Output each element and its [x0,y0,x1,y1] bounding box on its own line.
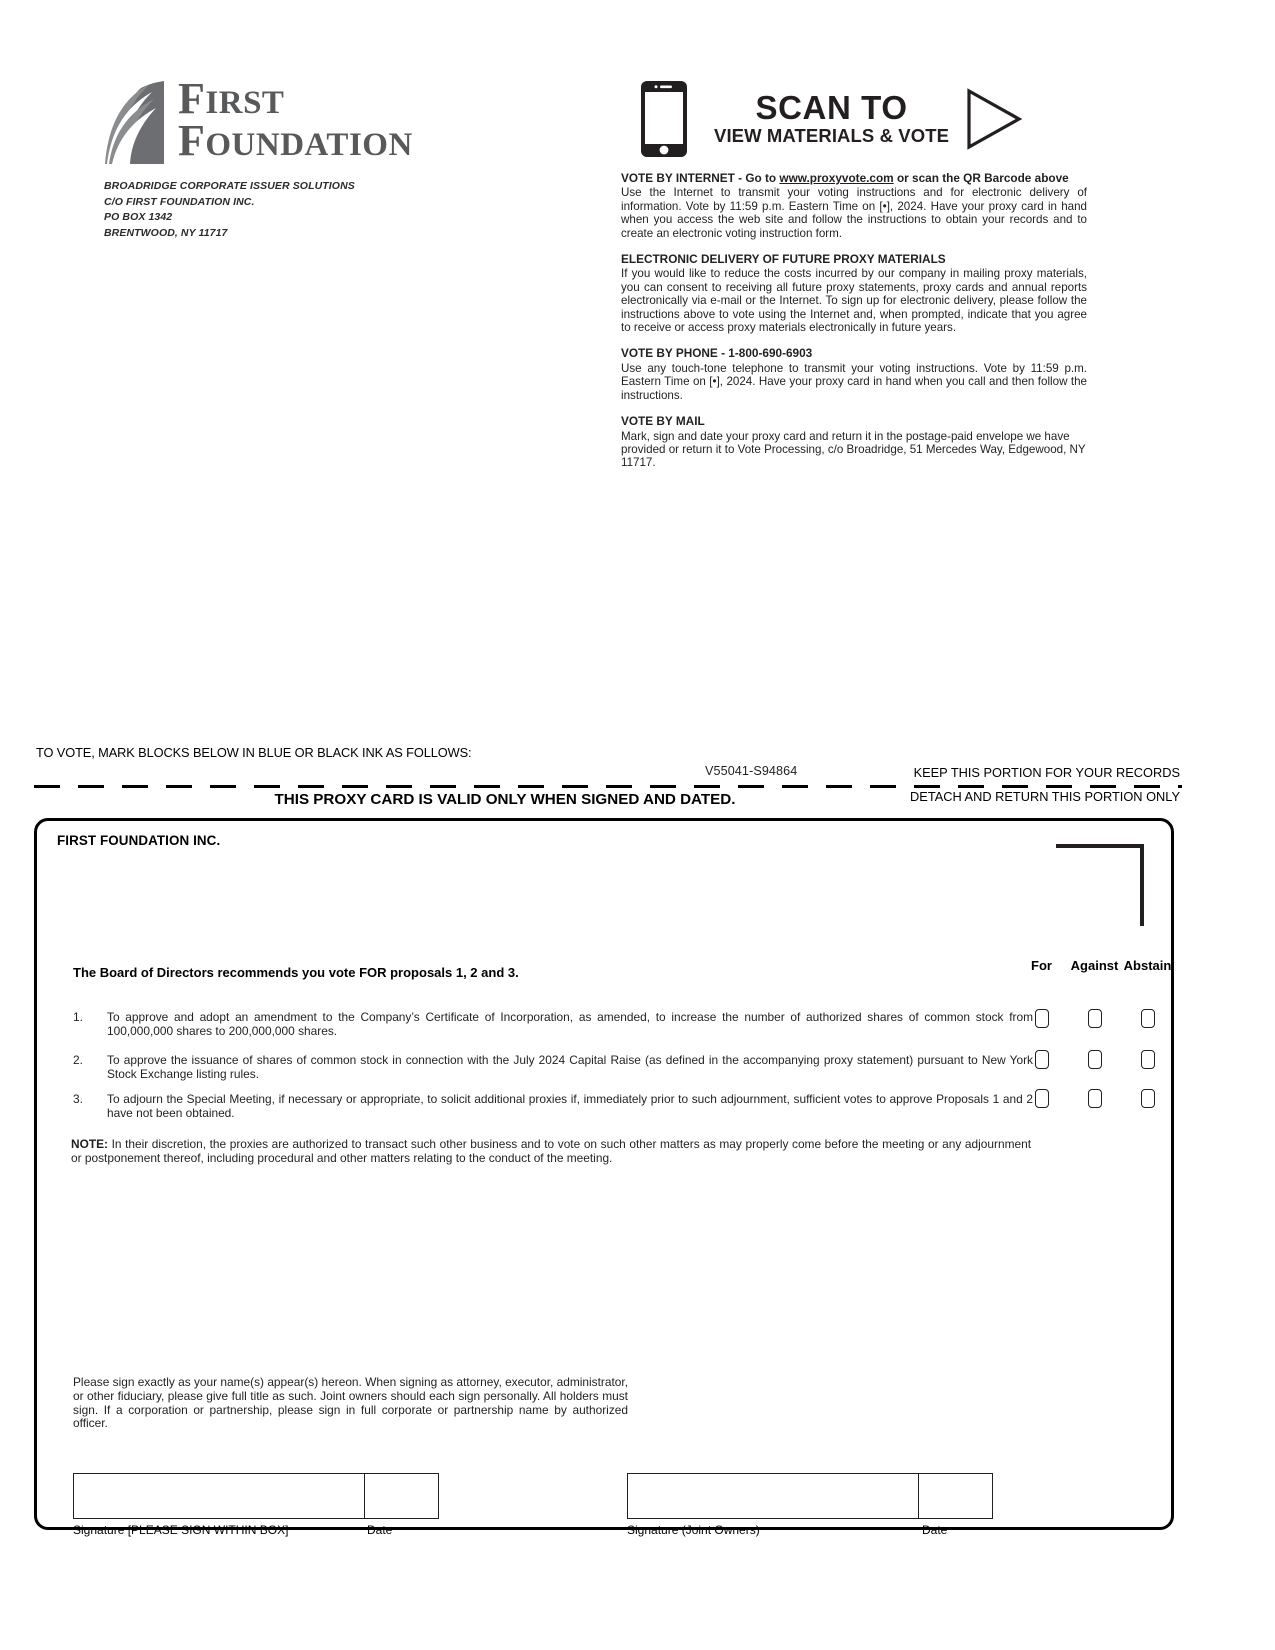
keep-portion-label: KEEP THIS PORTION FOR YOUR RECORDS [913,765,1180,780]
proposal-3-checkboxes [1015,1089,1175,1108]
proxy-valid-statement: THIS PROXY CARD IS VALID ONLY WHEN SIGNED AND DATED. [274,791,736,808]
signature-group-primary [73,1473,439,1519]
signature-label-primary: Signature [PLEASE SIGN WITHIN BOX] [73,1523,289,1537]
mail-body: Mark, sign and date your proxy card and return it in the postage-paid envelope we have provided or return it to Vote Processing, c/o Broadridge, 51 Mercedes Way, Edgewood, NY 11717. [621,429,1086,470]
logo-wordmark [178,74,413,166]
mail-heading: VOTE BY MAIL [621,414,705,429]
scan-banner-text [714,91,949,147]
signature-date-label-primary: Date [367,1523,393,1537]
instruction-vote-by-mail [621,415,1087,470]
internet-body: Use the Internet to transmit your voting instructions and for electronic delivery of information. Vote by 11:59 p.m. Eastern Time on [•], 2024. Have your proxy card in hand when you access the web site and follow the instructions to obtain your records and to create an electronic voting instruction form. [621,186,1087,240]
proposal-1-abstain-cell [1121,1009,1174,1028]
address-line-2: C/O FIRST FOUNDATION INC. [104,195,255,208]
signature-instructions: Please sign exactly as your name(s) appear(s) hereon. When signing as attorney, executor, administrator, or other fiduciary, please give full title as such. Joint owners should each sign personally. All holders must sign. If a corporation or partnership, please sign in full corporate or partnership name by authorized officer. [73,1375,628,1431]
proposal-3-against-cell [1068,1089,1121,1108]
voting-instructions [621,172,1087,483]
signature-date-label-joint: Date [922,1523,948,1537]
proposal-3-against-checkbox[interactable] [1088,1089,1102,1108]
phone-heading: VOTE BY PHONE - 1-800-690-6903 [621,346,813,361]
signature-input-joint[interactable] [627,1473,919,1519]
proposal-1-number: 1. [73,1010,83,1024]
vote-column-headers [1015,958,1175,973]
proposal-3-abstain-cell [1121,1089,1174,1108]
signature-date-input-primary[interactable] [365,1473,439,1519]
board-recommendation-row [73,965,1151,980]
signature-date-input-joint[interactable] [919,1473,993,1519]
instruction-electronic-delivery [621,253,1087,334]
board-recommendation-text: The Board of Directors recommends you vote FOR proposals 1, 2 and 3. [73,965,519,980]
column-header-abstain: Abstain [1123,958,1172,973]
mark-blocks-note: TO VOTE, MARK BLOCKS BELOW IN BLUE OR BLACK INK AS FOLLOWS: [36,745,472,760]
logo-word-foundation: FOUNDATION [178,116,413,166]
proposal-2-checkboxes [1015,1050,1175,1069]
note-label: NOTE: [71,1137,108,1151]
proposal-2-for-checkbox[interactable] [1035,1050,1049,1069]
company-name: FIRST FOUNDATION INC. [57,833,221,848]
proposal-3-for-checkbox[interactable] [1035,1089,1049,1108]
proposal-1-abstain-checkbox[interactable] [1141,1009,1155,1028]
proposal-1-checkboxes [1015,1009,1175,1028]
scan-to-vote-banner [640,80,1023,158]
detach-portion-label: DETACH AND RETURN THIS PORTION ONLY [910,789,1180,804]
proposal-3-abstain-checkbox[interactable] [1141,1089,1155,1108]
proposal-row-2 [73,1054,1033,1081]
proposal-row-3 [73,1093,1033,1120]
proposal-1-against-cell [1068,1009,1121,1028]
proposal-1-for-cell [1015,1009,1068,1028]
signature-group-joint [627,1473,993,1519]
proposal-3-for-cell [1015,1089,1068,1108]
smartphone-icon [640,80,688,158]
address-line-4: BRENTWOOD, NY 11717 [104,226,228,239]
control-number: V55041-S94864 [705,764,798,778]
proposal-2-abstain-cell [1121,1050,1174,1069]
phone-body: Use any touch-tone telephone to transmit your voting instructions. Vote by 11:59 p.m. Eastern Time on [•], 2024. Have your proxy card in hand when you call and then follow the instructions. [621,361,1087,402]
logo-block [104,74,434,241]
first-foundation-swoosh-logo [104,80,166,165]
proposal-2-for-cell [1015,1050,1068,1069]
proposal-1-against-checkbox[interactable] [1088,1009,1102,1028]
proposal-3-text: To adjourn the Special Meeting, if necessary or appropriate, to solicit additional proxies if, immediately prior to such adjournment, sufficient votes to approve Proposals 1 and 2 have not been obtained. [107,1092,1033,1120]
proxy-note [71,1138,1031,1165]
proxy-card [34,818,1174,1537]
scan-banner-line2: VIEW MATERIALS & VOTE [714,125,950,146]
proposal-2-abstain-checkbox[interactable] [1141,1050,1155,1069]
electronic-delivery-heading: ELECTRONIC DELIVERY OF FUTURE PROXY MATERIALS [621,252,946,267]
proposal-row-1 [73,1011,1033,1038]
proposal-2-number: 2. [73,1053,83,1067]
top-instructions-section [0,0,1275,740]
address-line-3: PO BOX 1342 [104,211,173,223]
signature-input-primary[interactable] [73,1473,365,1519]
proposal-2-text: To approve the issuance of shares of common stock in connection with the July 2024 Capital Raise (as defined in the accompanying proxy statement) pursuant to New York Stock Exchange listing rules. [107,1053,1033,1081]
scan-banner-line1: SCAN TO [755,89,908,126]
logo-word-first: FIRST [178,74,285,123]
proxyvote-link[interactable]: www.proxyvote.com [779,171,894,185]
detach-dashed-line [34,785,1182,788]
column-header-for: For [1031,958,1052,973]
instruction-vote-by-phone [621,347,1087,402]
proposal-2-against-checkbox[interactable] [1088,1050,1102,1069]
address-line-1: BROADRIDGE CORPORATE ISSUER SOLUTIONS [104,180,355,192]
play-triangle-icon [965,88,1023,150]
proposal-2-against-cell [1068,1050,1121,1069]
column-header-against: Against [1070,958,1119,973]
proposal-3-number: 3. [73,1092,83,1106]
alignment-corner-mark [1054,843,1144,928]
signature-label-joint: Signature (Joint Owners) [627,1523,760,1537]
issuer-address [104,179,434,241]
internet-heading: VOTE BY INTERNET - Go to www.proxyvote.com or scan the QR Barcode above [621,171,1069,185]
note-text: In their discretion, the proxies are authorized to transact such other business and to vote on such other matters as may properly come before the meeting or any adjournment or postponement thereof, including procedural and other matters relating to the conduct of the meeting. [71,1137,1031,1165]
electronic-delivery-body: If you would like to reduce the costs incurred by our company in mailing proxy materials, you can consent to receiving all future proxy statements, proxy cards and annual reports electronically via e-mail or the Internet. To sign up for electronic delivery, please follow the instructions above to vote using the Internet and, when prompted, indicate that you agree to receive or access proxy materials electronically in future years. [621,267,1087,335]
proposal-1-for-checkbox[interactable] [1035,1009,1049,1028]
proposal-1-text: To approve and adopt an amendment to the Company’s Certificate of Incorporation, as amended, to increase the number of authorized shares of common stock from 100,000,000 shares to 200,000,000 shares. [107,1010,1033,1038]
instruction-vote-by-internet [621,172,1087,240]
